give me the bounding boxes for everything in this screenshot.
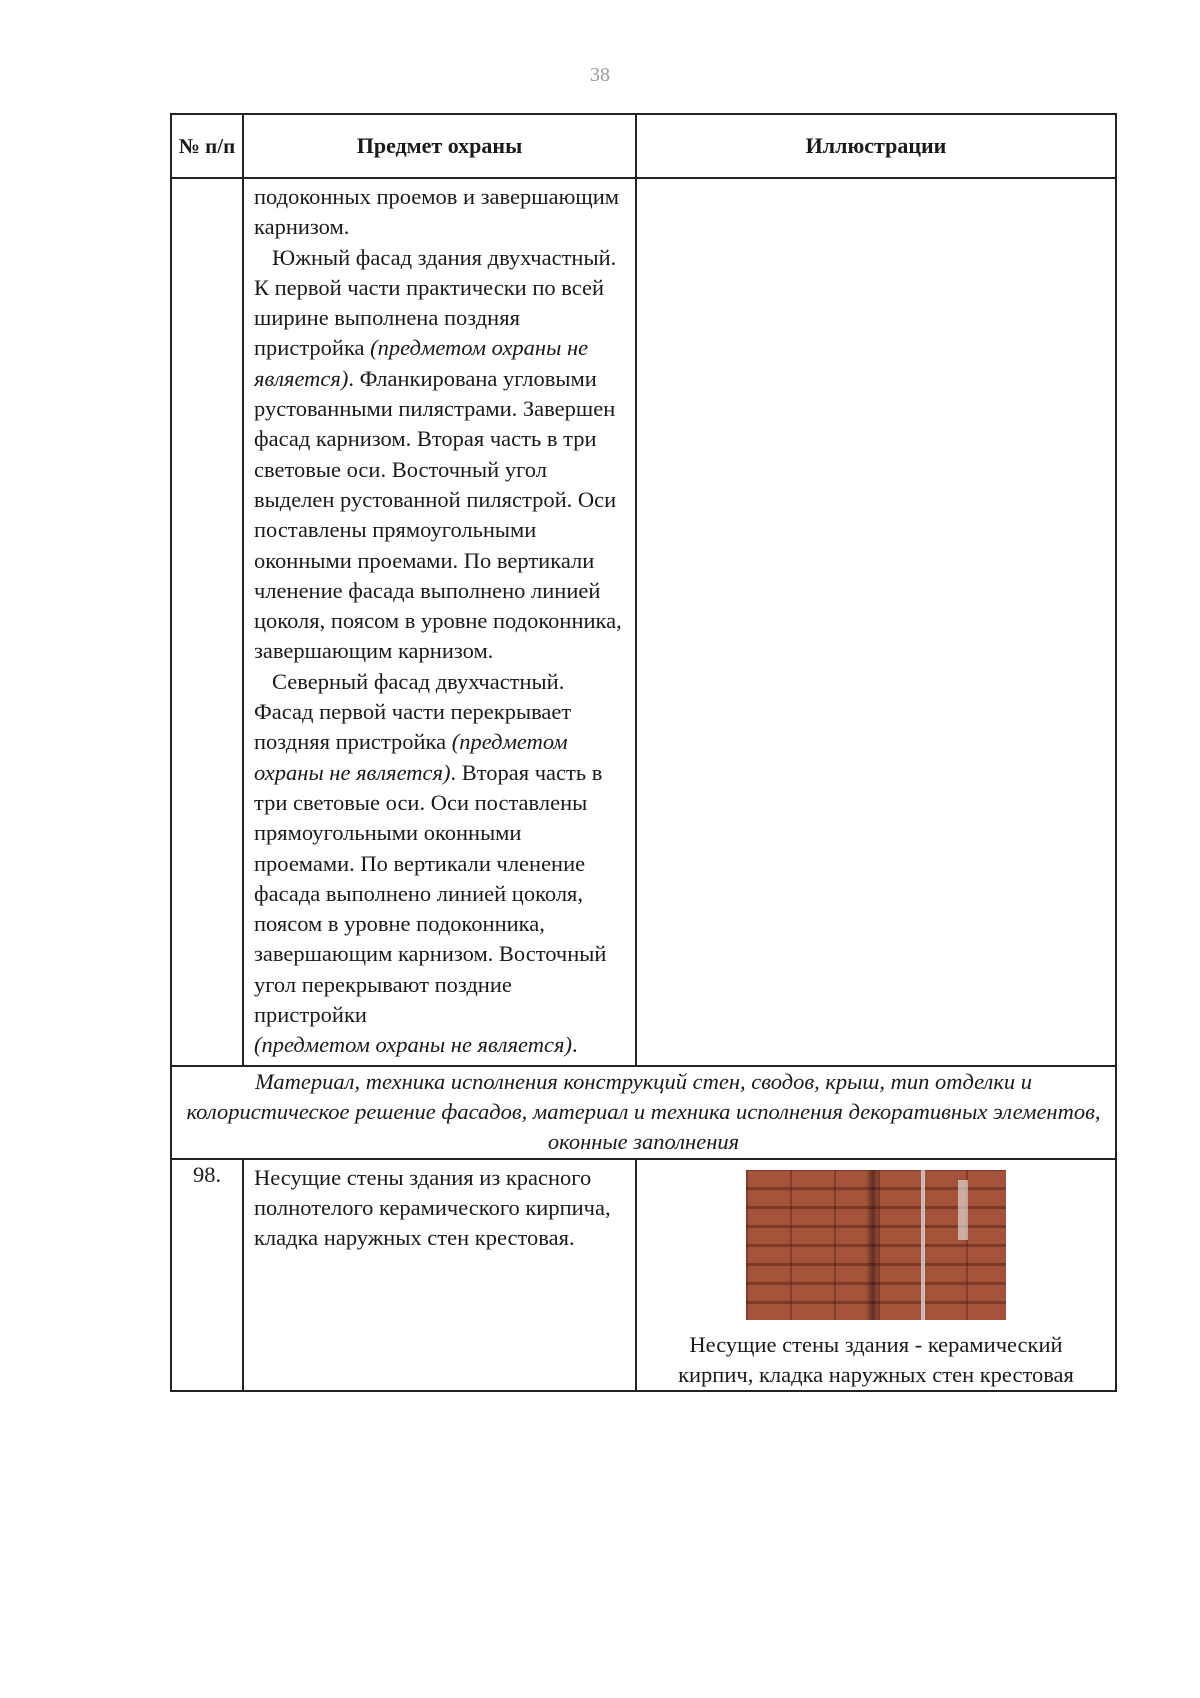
paragraph-south-facade (254, 243, 627, 667)
text-run: . Фланкирована угловыми рустованными пилястрами. Завершен фасад карнизом. Вторая часть в три световые оси. Восточный угол выделен рустованной пилястрой. Оси поставлены прямоугольными оконными проемами. По вертикали членение фасада выполнено линией цоколя, поясом в уровне подоконника, завершающим карнизом. (254, 365, 622, 664)
protection-subjects-table (170, 113, 1117, 1392)
subject-cell (243, 178, 636, 1066)
text-run: Северный фасад двухчастный. Фасад первой части перекрывает поздняя пристройка (254, 668, 572, 755)
text-run: . Вторая часть в три световые оси. Оси поставлены прямоугольными оконными проемами. По вертикали членение фасада выполнено линией цоколя, поясом в уровне подоконника, завершающим карнизом. Восточный угол перекрывают поздние пристройки (254, 759, 607, 1028)
photo-detail (866, 1170, 880, 1320)
italic-note: (предметом охраны не является) (254, 729, 568, 785)
header-illustrations: Иллюстрации (636, 114, 1116, 178)
number-cell (171, 178, 243, 1066)
photo-detail (958, 1180, 968, 1240)
table-header-row (171, 114, 1116, 178)
photo-caption: Несущие стены здания - керамический кирпич, кладка наружных стен крестовая (678, 1331, 1074, 1387)
table-row (171, 178, 1116, 1066)
illustration-cell (636, 1159, 1116, 1392)
table-row (171, 1159, 1116, 1392)
italic-note: (предметом охраны не является) (254, 335, 589, 391)
subject-cell (243, 1159, 636, 1392)
page-number: 38 (590, 64, 610, 86)
section-title: Материал, техника исполнения конструкций стен, сводов, крыш, тип отделки и колористическое решение фасадов, материал и техника исполнения декоративных элементов, оконные заполнения (171, 1066, 1116, 1159)
section-row (171, 1066, 1116, 1159)
illustration-cell (636, 178, 1116, 1066)
number-cell: 98. (171, 1159, 243, 1392)
header-subject: Предмет охраны (243, 114, 636, 178)
subject-text: Несущие стены здания из красного полнотелого керамического кирпича, кладка наружных стен крестовая. (254, 1164, 611, 1251)
header-number: № п/п (171, 114, 243, 178)
photo-detail (921, 1170, 925, 1320)
italic-note: (предметом охраны не является) (254, 1032, 572, 1058)
subject-text (244, 179, 635, 1065)
text-run: Южный фасад здания двухчастный. К первой части практически по всей ширине выполнена поздняя пристройка (254, 244, 617, 361)
paragraph-north-facade (254, 667, 627, 1061)
paragraph-cont: подоконных проемов и завершающим карнизом. (254, 184, 619, 240)
brick-wall-photo (746, 1170, 1006, 1320)
text-run: . (571, 1032, 578, 1058)
